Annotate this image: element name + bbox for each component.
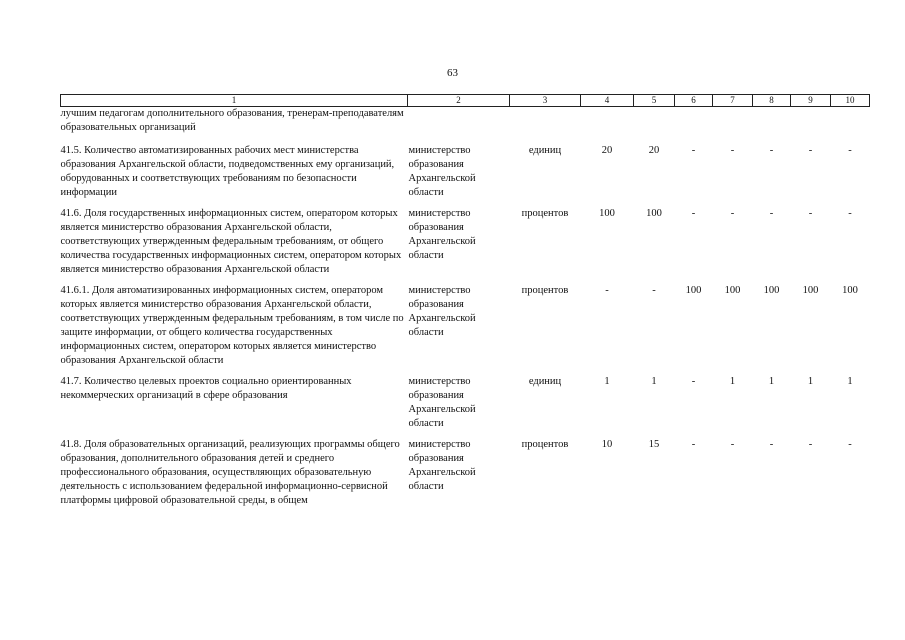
value-cell (831, 107, 870, 145)
value-cell: 100 (763, 285, 780, 296)
column-header: 1 (61, 95, 408, 107)
column-number-header (61, 95, 870, 107)
value-cell (791, 107, 831, 145)
value-cell: - (808, 145, 813, 156)
value-cell: 15 (648, 439, 660, 450)
value-cell: - (691, 376, 696, 387)
value-cell: 1 (768, 376, 775, 387)
table-row (61, 375, 870, 438)
value-cell: - (691, 145, 696, 156)
column-header: 10 (831, 95, 870, 107)
value-cell: - (769, 145, 774, 156)
responsible-ministry: министерство образования Архангельской области (408, 208, 476, 261)
unit: процентов (521, 439, 569, 450)
responsible-ministry: министерство образования Архангельской области (408, 285, 476, 338)
value-cell: - (848, 439, 852, 450)
value-cell: - (730, 208, 735, 219)
column-header: 9 (791, 95, 831, 107)
indicator-description: 41.7. Количество целевых проектов социально ориентированных некоммерческих организаций в сфере образования (60, 376, 352, 401)
value-cell: - (652, 285, 656, 296)
indicator-description: 41.5. Количество автоматизированных рабочих мест министерства образования Архангельской области, подведомственных ему организаций, оборудованных и соответствующих требованиям по безопасности информации (60, 145, 395, 198)
value-cell: 1 (807, 376, 814, 387)
responsible-ministry: министерство образования Архангельской области (408, 376, 476, 429)
value-cell: - (808, 439, 813, 450)
unit: процентов (521, 208, 569, 219)
value-cell: - (808, 208, 813, 219)
value-cell: - (730, 145, 735, 156)
indicator-description: лучшим педагогам дополнительного образования, тренерам-преподавателям образовательных организаций (60, 108, 404, 133)
column-header: 4 (581, 95, 634, 107)
value-cell: - (769, 439, 774, 450)
unit: процентов (521, 285, 569, 296)
indicator-description: 41.6. Доля государственных информационных систем, оператором которых является министерство образования Архангельской области, соответствующих утвержденным федеральным требованиям, от общего количества государственных информационных систем, оператором которых является министерство образования Архангельской области (60, 208, 402, 275)
column-header: 5 (634, 95, 675, 107)
indicators-table (60, 94, 870, 515)
responsible-ministry (408, 107, 510, 145)
indicator-description: 41.8. Доля образовательных организаций, реализующих программы общего образования, дополнительного образования детей и среднего профессионального образования, осуществляющих образовательную деятельность с использованием федеральной информационно-сервисной платформы цифровой образовательной среды, в общем (60, 439, 400, 506)
value-cell (581, 107, 634, 145)
value-cell (634, 107, 675, 145)
value-cell: 100 (842, 285, 858, 296)
value-cell: 20 (648, 145, 660, 156)
column-header: 7 (713, 95, 753, 107)
value-cell (753, 107, 791, 145)
page-number: 63 (447, 67, 458, 79)
value-cell: - (730, 439, 735, 450)
column-header: 6 (675, 95, 713, 107)
unit (510, 107, 581, 145)
unit: единиц (528, 376, 562, 387)
responsible-ministry: министерство образования Архангельской области (408, 439, 476, 492)
value-cell: 10 (601, 439, 613, 450)
value-cell: 100 (685, 285, 702, 296)
value-cell: 1 (604, 376, 610, 387)
column-header: 8 (753, 95, 791, 107)
table-row (61, 438, 870, 515)
table-row (61, 284, 870, 375)
column-header: 3 (510, 95, 581, 107)
indicator-description: 41.6.1. Доля автоматизированных информационных систем, оператором которых является министерство образования Архангельской области, соответствующих утвержденным федеральным требованиям, в том числе по защите информации, от общего количества государственных информационных систем, оператором которых является министерство образования Архангельской области (60, 285, 404, 366)
table-row (61, 144, 870, 207)
value-cell: 1 (847, 376, 853, 387)
responsible-ministry: министерство образования Архангельской области (408, 145, 476, 198)
value-cell: 100 (724, 285, 741, 296)
value-cell: 100 (646, 208, 662, 219)
column-header: 2 (408, 95, 510, 107)
value-cell: - (605, 285, 609, 296)
value-cell: 20 (601, 145, 613, 156)
value-cell: - (691, 439, 696, 450)
value-cell: 100 (802, 285, 819, 296)
value-cell: 1 (729, 376, 736, 387)
value-cell: 100 (599, 208, 615, 219)
value-cell: - (769, 208, 774, 219)
value-cell (713, 107, 753, 145)
value-cell (675, 107, 713, 145)
value-cell: 1 (651, 376, 657, 387)
value-cell: - (691, 208, 696, 219)
table-row (61, 107, 870, 145)
value-cell: - (848, 145, 852, 156)
table-row (61, 207, 870, 284)
value-cell: - (848, 208, 852, 219)
unit: единиц (528, 145, 562, 156)
